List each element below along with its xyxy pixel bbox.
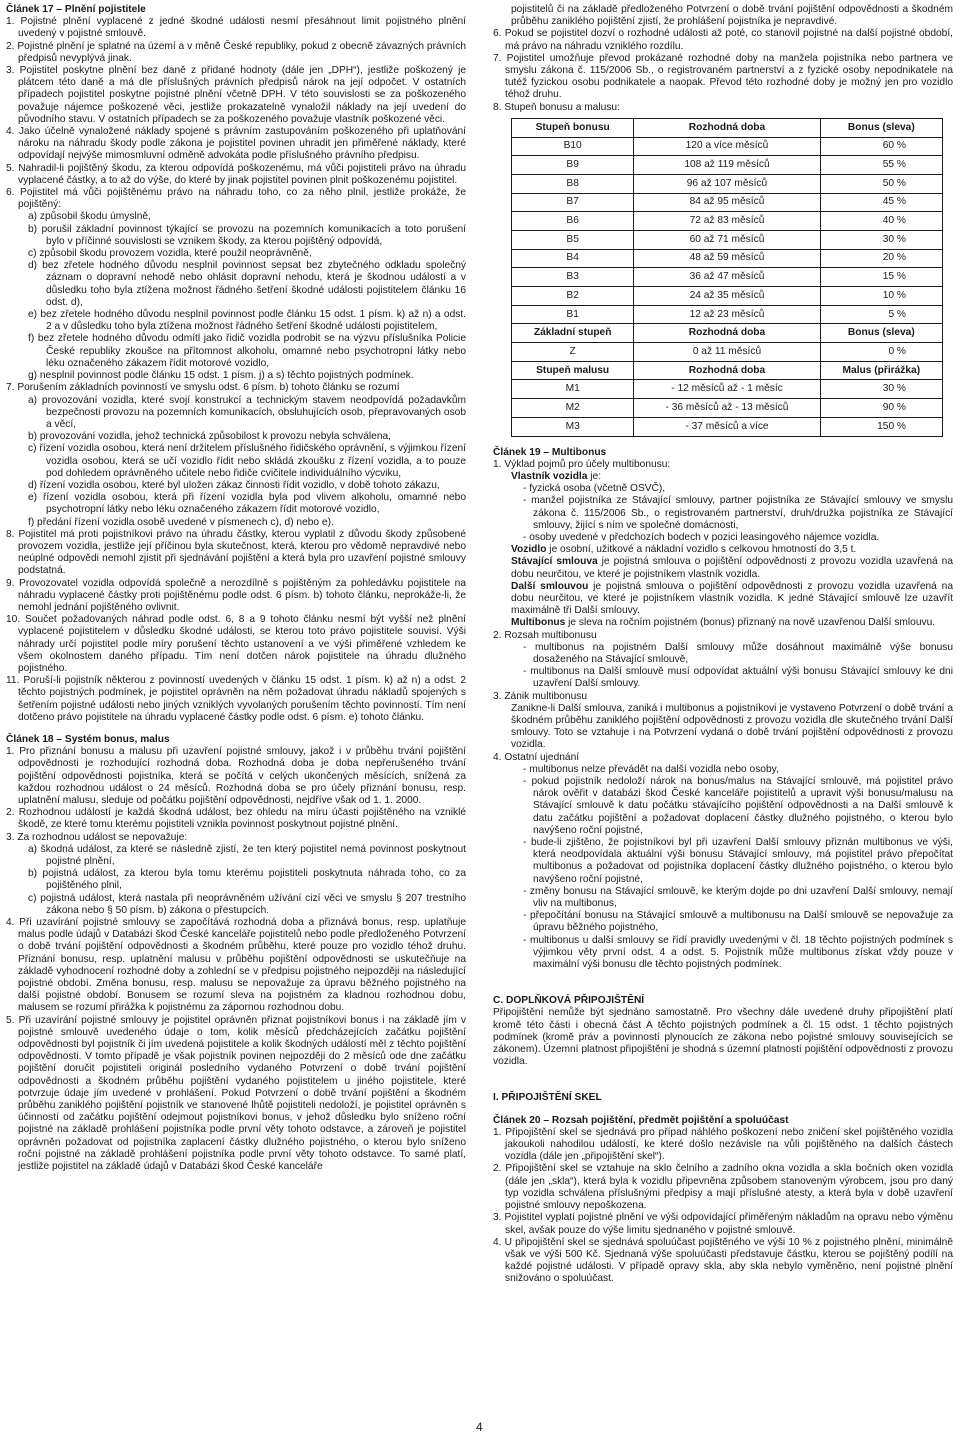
table-cell: 96 až 107 měsíců xyxy=(634,174,820,193)
table-cell: - 36 měsíců až - 13 měsíců xyxy=(634,399,820,418)
paragraph: 7. Pojistitel umožňuje převod prokázané rozhodné doby na manžela pojistníka nebo partnera ve smyslu zákona č. 115/2006 Sb., o registrovaném partnerství a z fyzické osoby nepodnikatele na tutéž fyzickou osobu podnikatele a naopak. Převod této rozhodné doby je možný jen pro vozidlo téhož druhu. xyxy=(493,52,953,101)
paragraph: 1. Pro přiznání bonusu a malusu při uzavření pojistné smlouvy, jakož i v průběhu trvání pojištění odpovědnosti je rozhodující rozhodná doba. Rozhodná doba je doba nepřerušeného trvání pojištění odpovědnosti pojistníka, která se počítá v celých ukončených měsících, snížená za každou rozhodnou událost o 24 měsíců. Rozhodná doba se pro účely přiznání bonusu, resp. uplatnění malusu, sleduje od počátku pojištění odpovědnosti, nejdříve však od 1. 1. 2000. xyxy=(6,746,466,806)
table-cell: B9 xyxy=(512,156,634,175)
paragraph: 5. Nahradil-li pojištěný škodu, za kterou odpovídá poškozenému, má vůči pojistiteli právo na úhradu vyplacené částky, a to až do výše, do které by jinak pojistitel povinen plnit poškozenému pojistitel. xyxy=(6,162,466,186)
table-cell: M1 xyxy=(512,380,634,399)
paragraph: 1. Připojištění skel se sjednává pro případ náhlého poškození nebo zničení skel pojištěného vozidla jakoukoli nahodilou událostí, ke které došlo nezávisle na vůli pojištěného na dalších částech vozidla (dále jen „připojištění skel“). xyxy=(493,1126,953,1163)
table-row xyxy=(512,137,943,156)
table-header-cell: Rozhodná doba xyxy=(634,361,820,380)
dash-item: - změny bonusu na Stávající smlouvě, ke kterým dojde po dni uzavření Další smlouvy, nemají vliv na multibonus, xyxy=(523,885,953,910)
table-cell: 12 až 23 měsíců xyxy=(634,305,820,324)
article-19-title: Článek 19 – Multibonus xyxy=(493,446,607,458)
table-row xyxy=(512,268,943,287)
table-cell: 72 až 83 měsíců xyxy=(634,212,820,231)
definition: Vozidlo je osobní, užitkové a nákladní vozidlo s celkovou hmotností do 3,5 t. xyxy=(511,544,857,556)
table-cell: 10 % xyxy=(820,287,942,306)
table-row xyxy=(512,417,943,436)
table-cell: B3 xyxy=(512,268,634,287)
paragraph: 3. Za rozhodnou událost se nepovažuje: xyxy=(6,831,188,843)
paragraph: 3. Zánik multibonusu xyxy=(493,690,588,702)
table-header-cell: Rozhodná doba xyxy=(634,118,820,137)
dash-item: - multibonus na Další smlouvě musí odpovídat aktuální výši bonusu Stávající smlouvy ke dni uzavření Další smlouvy. xyxy=(523,666,953,690)
table-cell: - 12 měsíců až - 1 měsíc xyxy=(634,380,820,399)
sub-item: a) provozování vozidla, které svojí konstrukcí a technickým stavem neodpovídá požadavkům bezpečnosti provozu na pozemních komunikacích, obsluhujících osob, přepravovaných osob a věcí, xyxy=(28,394,466,430)
table-cell: 84 až 95 měsíců xyxy=(634,193,820,212)
table-header-row xyxy=(512,118,943,137)
paragraph: 2. Rozhodnou událostí je každá škodná událost, bez ohledu na míru účasti pojištěného na vzniklé škodě, ze které tomu kterému pojistiteli vznikla povinnost poskytnout pojistné plnění. xyxy=(6,807,466,831)
term: Vlastník vozidla xyxy=(511,470,588,482)
table-header-cell: Bonus (sleva) xyxy=(820,324,942,343)
article-20-title: Článek 20 – Rozsah pojištění, předmět pojištění a spoluúčast xyxy=(493,1114,789,1126)
dash-item: - pokud pojistník nedoloží nárok na bonus/malus na Stávající smlouvě, má pojistitel právo nárok ověřit v databázi škod České kanceláře pojistitelů a upravit výši bonusu/malusu na Stávající smlouvě k datu počátku stávajícího pojištění odpovědnosti a na Další smlouvě k datu začátku pojištění a požadovat doplacení částky dlužného pojistného, o kterou bylo navýšeno roční pojistné, xyxy=(523,776,953,836)
paragraph: 4. Jako účelně vynaložené náklady spojené s právním zastupováním poškozeného při uplatňování nároku na náhradu škody podle zákona je pojistitel povinen uhradit jen přiměřené náklady, které odpovídají nejvýše mimosmluvní odměně advokáta podle příslušného právního předpisu. xyxy=(6,126,466,162)
table-cell: 150 % xyxy=(820,417,942,436)
paragraph: 1. Výklad pojmů pro účely multibonusu: xyxy=(493,458,671,470)
paragraph: 2. Pojistné plnění je splatné na území a v měně České republiky, pokud z obecně závazných právních předpisů nevyplývá jinak. xyxy=(6,40,466,64)
table-cell: 90 % xyxy=(820,399,942,418)
table-cell: 120 a více měsíců xyxy=(634,137,820,156)
dash-item: - fyzická osoba (včetně OSVČ), xyxy=(523,483,666,495)
paragraph: 8. Stupeň bonusu a malusu: xyxy=(493,101,620,113)
sub-item: e) bez zřetele hodného důvodu nesplnil povinnost podle článku 15 odst. 1 písm. k) až n) a odst. 2 a v důsledku toho byla ztížena možnost řádného šetření škodné události pojistitelem, xyxy=(28,309,466,333)
dash-item: - přepočítání bonusu na Stávající smlouvě a multibonusu na Další smlouvě se nepovažuje za úpravu běžného pojistného, xyxy=(523,910,953,934)
definition: Stávající smlouva je pojistná smlouva o pojištění odpovědnosti z provozu vozidla uzavřená na dobu neurčitou, ve které je pojistníkem vlastník vozidla. xyxy=(511,556,953,580)
paragraph: 10. Součet požadovaných náhrad podle odst. 6, 8 a 9 tohoto článku nesmí být vyšší než plnění vyplacené pojistitelem v důsledku škodné události, se kterou toto právo pojistitele souvisí. Výši náhrady určí pojistitel podle míry porušení těchto ustanovení a ve výši přiměřené vzhledem ke všem okolnostem daného případu. Tím není dotčen nárok pojistitele na úhradu dlužného pojistného. xyxy=(6,614,466,674)
sub-item: f) předání řízení vozidla osobě uvedené v písmenech c), d) nebo e). xyxy=(28,516,334,528)
table-cell: B1 xyxy=(512,305,634,324)
paragraph-continuation: pojistitelů či na základě předloženého Potvrzení o době trvání pojištění odpovědnosti a škodném průběhu zaniklého pojištění zjistí, že prohlášení pojistníka je nepravdivé. xyxy=(511,4,953,28)
paragraph: 4. U připojištění skel se sjednává spoluúčast pojištěného ve výši 10 % z pojistného plnění, minimálně však ve výši 500 Kč. Sjednaná výše spoluúčasti představuje částku, kterou se pojištěný podílí na každé pojistné události. V případě opravy skla, aby skla nebylo vyměněno, není pojistné plnění snižováno o spoluúčast. xyxy=(493,1236,953,1285)
sub-item: b) porušil základní povinnost týkající se provozu na pozemních komunikacích a toto porušení bylo v příčinné souvislosti se vznikem škody, za kterou pojištěný odpovídá, xyxy=(28,223,466,247)
article-17-title: Článek 17 – Plnění pojistitele xyxy=(6,4,146,15)
table-row xyxy=(512,230,943,249)
paragraph: 9. Provozovatel vozidla odpovídá společně a nerozdílně s pojištěným za pohledávku pojistitele na náhradu vyplacené částky proti pojištěnému podle odst. 6 písm. b) tohoto článku, neprokáže-li, že nemohl jednání pojištěného ovlivnit. xyxy=(6,577,466,613)
table-cell: 108 až 119 měsíců xyxy=(634,156,820,175)
dash-item: - osoby uvedené v předchozích bodech v pozici leasingového nájemce vozidla. xyxy=(523,531,880,543)
table-header-cell: Malus (přirážka) xyxy=(820,361,942,380)
table-cell: 5 % xyxy=(820,305,942,324)
table-cell: B6 xyxy=(512,212,634,231)
table-row xyxy=(512,305,943,324)
dash-item: - multibonus na pojistném Další smlouvy může dosáhnout maximálně výše bonusu dosaženého na Stávající smlouvě, xyxy=(523,641,953,665)
paragraph: 5. Při uzavírání pojistné smlouvy je pojistitel oprávněn přiznat pojistníkovi bonus i na základě jím v pojistné smlouvě uvedeného údaje o tom, kolik měsíců předcházejících začátku pojištění odpovědnosti byl pojistník či jím uvedená pojistitele a kolik škodných událostí měl z těchto pojištění odpovědnosti. V tomto případě je však pojistník povinen nejpozději do 2 měsíců ode dne začátku pojištění doručit pojistiteli originál posledního vydaného Potvrzení o době trvání pojištění odpovědnosti a škodném průběhu pojištění vydaného pojistitelem u jiného pojistitele, které potvrzuje údaje jím uvedené v prohlášení. Pokud Potvrzení o době trvání pojištění a škodném průběhu zaniklého pojištění pojistník ve stanovené lhůtě pojistiteli nedoloží, je pojistitel oprávněn s účinností od začátku pojištění odejmout pojistníkovi bonus, v jehož důsledku bylo sníženo roční pojistné na základě prohlášení pojistníka podle první věty tohoto odstavce, a zároveň je pojistitel oprávněn požadovat od pojistníka zaplacení částky dlužného pojistného, o kterou bylo sníženo roční pojistné na základě prohlášení pojistníka podle první věty tohoto odstavce. To samé platí, jestliže pojistitel na základě údajů v Databázi škod České kanceláře xyxy=(6,1014,466,1173)
dash-item: - multibonus nelze převádět na další vozidla nebo osoby, xyxy=(523,763,779,775)
paragraph: 6. Pokud se pojistitel dozví o rozhodné události až poté, co stanovil pojistné na další pojistné období, má právo na náhradu vzniklého rozdílu. xyxy=(493,28,953,52)
table-cell: 24 až 35 měsíců xyxy=(634,287,820,306)
definition: Multibonus je sleva na ročním pojistném (bonus) přiznaný na nově uzavřenou Další smlouvu. xyxy=(511,617,936,629)
paragraph: 6. Pojistitel má vůči pojištěnému právo na náhradu toho, co za něho plnil, jestliže prokáže, že pojištěný: xyxy=(6,187,466,211)
table-row xyxy=(512,399,943,418)
table-header-cell: Rozhodná doba xyxy=(634,324,820,343)
table-cell: M3 xyxy=(512,417,634,436)
table-cell: 60 až 71 měsíců xyxy=(634,230,820,249)
sub-item: b) provozování vozidla, jehož technická způsobilost k provozu nebyla schválena, xyxy=(28,431,391,443)
table-header-cell: Stupeň malusu xyxy=(512,361,634,380)
sub-item: a) způsobil škodu úmyslně, xyxy=(28,211,151,223)
section-c-title: C. DOPLŇKOVÁ PŘIPOJIŠTĚNÍ xyxy=(493,995,645,1007)
paragraph: Připojištění nemůže být sjednáno samostatně. Pro všechny dále uvedené druhy připojištění platí kromě této části i obecná část A těchto pojistných podmínek a čl. 15 odst. 1 těchto pojistných podmínek (kromě práv a povinností plynoucích ze zákona nebo pojistné smlouvy souvisejících se zákonem). Územní platnost připojištění je shodná s územní platností pojištění odpovědnosti z provozu vozidla. xyxy=(493,1007,953,1068)
table-row xyxy=(512,156,943,175)
table-row xyxy=(512,380,943,399)
table-cell: Z xyxy=(512,343,634,362)
sub-item: c) způsobil škodu provozem vozidla, které použil neoprávněně, xyxy=(28,248,312,260)
table-cell: 40 % xyxy=(820,212,942,231)
section-i-title: I. PŘIPOJIŠTĚNÍ SKEL xyxy=(493,1092,602,1104)
definition-owner: Vlastník vozidla je: xyxy=(511,470,602,482)
table-cell: B5 xyxy=(512,230,634,249)
table-cell: 60 % xyxy=(820,137,942,156)
table-cell: 30 % xyxy=(820,380,942,399)
table-cell: 55 % xyxy=(820,156,942,175)
paragraph: 8. Pojistitel má proti pojistníkovi právo na úhradu částky, kterou vyplatil z důvodu škody způsobené provozem vozidla, jestliže její příčinou byla skutečnost, která, kterou pro vědomě nepravdivé nebo neúplné odpovědi nemohl zjistit při sjednávání pojištění a která byla pro uzavření pojistné smlouvy podstatná. xyxy=(6,528,466,577)
paragraph: 11. Poruší-li pojistník některou z povinností uvedených v článku 15 odst. 1 písm. k) až n) a odst. 2 těchto pojistných podmínek, je pojistitel oprávněn na něm požadovat úhradu nákladů spojených s šetřením pojistné události nebo jiných vzniklých vyvolaných porušením těchto povinností. Tím není dotčeno právo pojistitele na úhradu vyplacené částky podle odst. 6 písm. e) tohoto článku. xyxy=(6,675,466,723)
table-row xyxy=(512,287,943,306)
table-header-cell: Bonus (sleva) xyxy=(820,118,942,137)
paragraph: 2. Připojištění skel se vztahuje na sklo čelního a zadního okna vozidla a skla bočních oken vozidla (dále jen „skla“), která byla k vozidlu připevněna způsobem stanoveným výrobcem, jsou pro daný typ vozidla schválena příslušnými předpisy a mají příslušné atesty, a která byla v době uzavření pojistné smlouvy nepoškozena. xyxy=(493,1163,953,1212)
sub-item: g) nesplnil povinnost podle článku 15 odst. 1 písm. j) a s) těchto pojistných podmínek. xyxy=(28,370,414,382)
page-number: 4 xyxy=(476,1420,483,1434)
paragraph: 2. Rozsah multibonusu xyxy=(493,629,597,641)
paragraph: 1. Pojistné plnění vyplacené z jedné škodné události nesmí přesáhnout limit pojistného plnění uvedený v pojistné smlouvě. xyxy=(6,16,466,40)
dash-item: - bude-li zjištěno, že pojistníkovi byl při uzavření Další smlouvy přiznán multibonus ve výši, která neodpovídala aktuální výši bonusu Stávající smlouvy, má pojistitel právo přepočítat multibonus a požadovat od pojistníka doplacení částky dlužného pojistného, o kterou bylo navýšeno roční pojistné, xyxy=(523,837,953,885)
sub-item: d) bez zřetele hodného důvodu nesplnil povinnost sepsat bez zbytečného odkladu společný záznam o dopravní nehodě nebo ohlásit dopravní nehodu, která je škodnou událostí a v důsledku toho byla ztížena možnost řádného šetření škodné události pojistitelem článku 16 odst. d), xyxy=(28,260,466,308)
sub-item: d) řízení vozidla osobou, které byl uložen zákaz činnosti řídit vozidlo, v době tohoto zákazu, xyxy=(28,479,440,491)
right-column xyxy=(493,4,953,1286)
table-cell: 48 až 59 měsíců xyxy=(634,249,820,268)
table-cell: B4 xyxy=(512,249,634,268)
paragraph: 7. Porušením základních povinností ve smyslu odst. 6 písm. b) tohoto článku se rozumí xyxy=(6,382,400,394)
paragraph: Zanikne-li Další smlouva, zaniká i multibonus a pojistníkovi je vystaveno Potvrzení o době trvání a škodném průběhu zaniklého pojištění odpovědnosti z provozu vozidla dle skutečného trvání Další smlouvy. Toto se vztahuje i na Potvrzení vydaná o době trvání pojištění odpovědnosti z provozu vozidla. xyxy=(511,702,953,751)
table-cell: 0 až 11 měsíců xyxy=(634,343,820,362)
sub-item: c) řízení vozidla osobou, která není držitelem příslušného řidičského oprávnění, s výjimkou řízení vozidla osobou, která se učí vozidlo řídit nebo skládá zkoušku z řízení vozidla, a to pouze pod dohledem oprávněného učitele nebo řidiče cvičitele individuálního výcviku, xyxy=(28,443,466,479)
bonus-malus-table xyxy=(511,118,943,437)
sub-item: a) škodná událost, za které se následně zjistí, že ten který pojistitel nemá povinnost poskytnout pojistné plnění, xyxy=(28,843,466,868)
table-row xyxy=(512,212,943,231)
table-header-row xyxy=(512,361,943,380)
left-column xyxy=(6,4,466,1173)
table-row xyxy=(512,193,943,212)
table-cell: B8 xyxy=(512,174,634,193)
paragraph: 3. Pojistitel poskytne plnění bez daně z přidané hodnoty (dále jen „DPH“), jestliže poškozený je plátcem této daně a má dle příslušných právních předpisů nárok na její odpočet. V ostatních případech pojistitel poskytne pojistné plnění včetně DPH. V této souvislosti se za poškozeného považuje nájemce poškozené věci, jestliže prokazatelně vynaložil náklady na její uvedení do původního stavu. V ostatních případech se za poškozeného považuje vlastník poškozené věci. xyxy=(6,65,466,125)
table-row xyxy=(512,174,943,193)
table-cell: 30 % xyxy=(820,230,942,249)
paragraph: 4. Ostatní ujednání xyxy=(493,751,580,763)
dash-item: - multibonus u další smlouvy se řídí pravidly uvedenými v čl. 18 těchto pojistných podmínek s výjimkou věty první odst. 4 a odst. 5. Pojistník může multibonus získat vždy pouze v maximální výši bonusu dle těchto pojistných podmínek. xyxy=(523,934,953,971)
paragraph: 3. Pojistitel vyplatí pojistné plnění ve výši odpovídající přiměřeným nákladům na opravu nebo výměnu skel, avšak pouze do výše limitu sjednaného v pojistné smlouvě. xyxy=(493,1212,953,1236)
table-header-cell: Stupeň bonusu xyxy=(512,118,634,137)
sub-item: c) pojistná událost, která nastala při neoprávněném užívání cizí věci ve smyslu § 207 trestního zákona nebo § 50 písm. b) zákona o přestupcích. xyxy=(28,892,466,916)
table-cell: B10 xyxy=(512,137,634,156)
article-18-title: Článek 18 – Systém bonus, malus xyxy=(6,733,170,745)
dash-item: - manžel pojistníka ze Stávající smlouvy, partner pojistníka ze Stávající smlouvy ve smyslu zákona č. 115/2006 Sb., o registrovaném partnerství, druh/družka pojistníka ze Stávající smlouvy, žijící s ním ve společné domácnosti, xyxy=(523,495,953,531)
table-header-cell: Základní stupeň xyxy=(512,324,634,343)
table-cell: 50 % xyxy=(820,174,942,193)
table-cell: 36 až 47 měsíců xyxy=(634,268,820,287)
sub-item: f) bez zřetele hodného důvodu odmítl jako řidič vozidla podrobit se na výzvu příslušníka Policie České republiky zkoušce na přítomnost alkoholu, omamné nebo psychotropní látky nebo léku označeného zákazem řídit motorové vozidlo, xyxy=(28,333,466,369)
table-cell: 45 % xyxy=(820,193,942,212)
table-row xyxy=(512,249,943,268)
table-cell: B7 xyxy=(512,193,634,212)
table-header-row xyxy=(512,324,943,343)
paragraph: 4. Při uzavírání pojistné smlouvy se započítává rozhodná doba a přiznává bonus, resp. uplatňuje malus podle údajů v Databázi škod České kanceláře pojistitelů nebo podle předloženého Potvrzení o době trvání pojištění odpovědnosti a škodném průběhu, které pouze pro vozidlo téhož druhu. Přiznání bonusu, resp. uplatnění malusu v průběhu pojištění odpovědnosti se uskutečňuje na základě vyhodnocení rozhodné doby a zohlední se v předpisu pojistného nejpozději na následující pojistné období. Změna bonusu, resp. malusu se nepovažuje za úpravu běžného pojistného na další pojistné období. Bonusem se rozumí sleva na pojistném za kladnou rozhodnou dobu, malusem se rozumí přirážka k pojistnému za zápornou rozhodnou dobu. xyxy=(6,917,466,1014)
sub-item: e) řízení vozidla osobou, která při řízení vozidla byla pod vlivem alkoholu, omamné nebo psychotropní látky nebo léku označeného zákazem řídit motorové vozidlo, xyxy=(28,492,466,516)
table-cell: 15 % xyxy=(820,268,942,287)
table-cell: B2 xyxy=(512,287,634,306)
definition: Další smlouvou je pojistná smlouva o pojištění odpovědnosti z provozu vozidla uzavřená na dobu neurčitou, ve které je pojistníkem vlastník vozidla. K jedné Stávající smlouvě lze uzavřít maximálně tři Další smlouvy. xyxy=(511,580,954,617)
table-cell: 0 % xyxy=(820,343,942,362)
sub-item: b) pojistná událost, za kterou byla tomu kterému pojistiteli poskytnuta náhrada toho, co za pojištěného plnil, xyxy=(28,868,466,892)
table-cell: M2 xyxy=(512,399,634,418)
table-cell: - 37 měsíců a více xyxy=(634,417,820,436)
table-row xyxy=(512,343,943,362)
table-cell: 20 % xyxy=(820,249,942,268)
